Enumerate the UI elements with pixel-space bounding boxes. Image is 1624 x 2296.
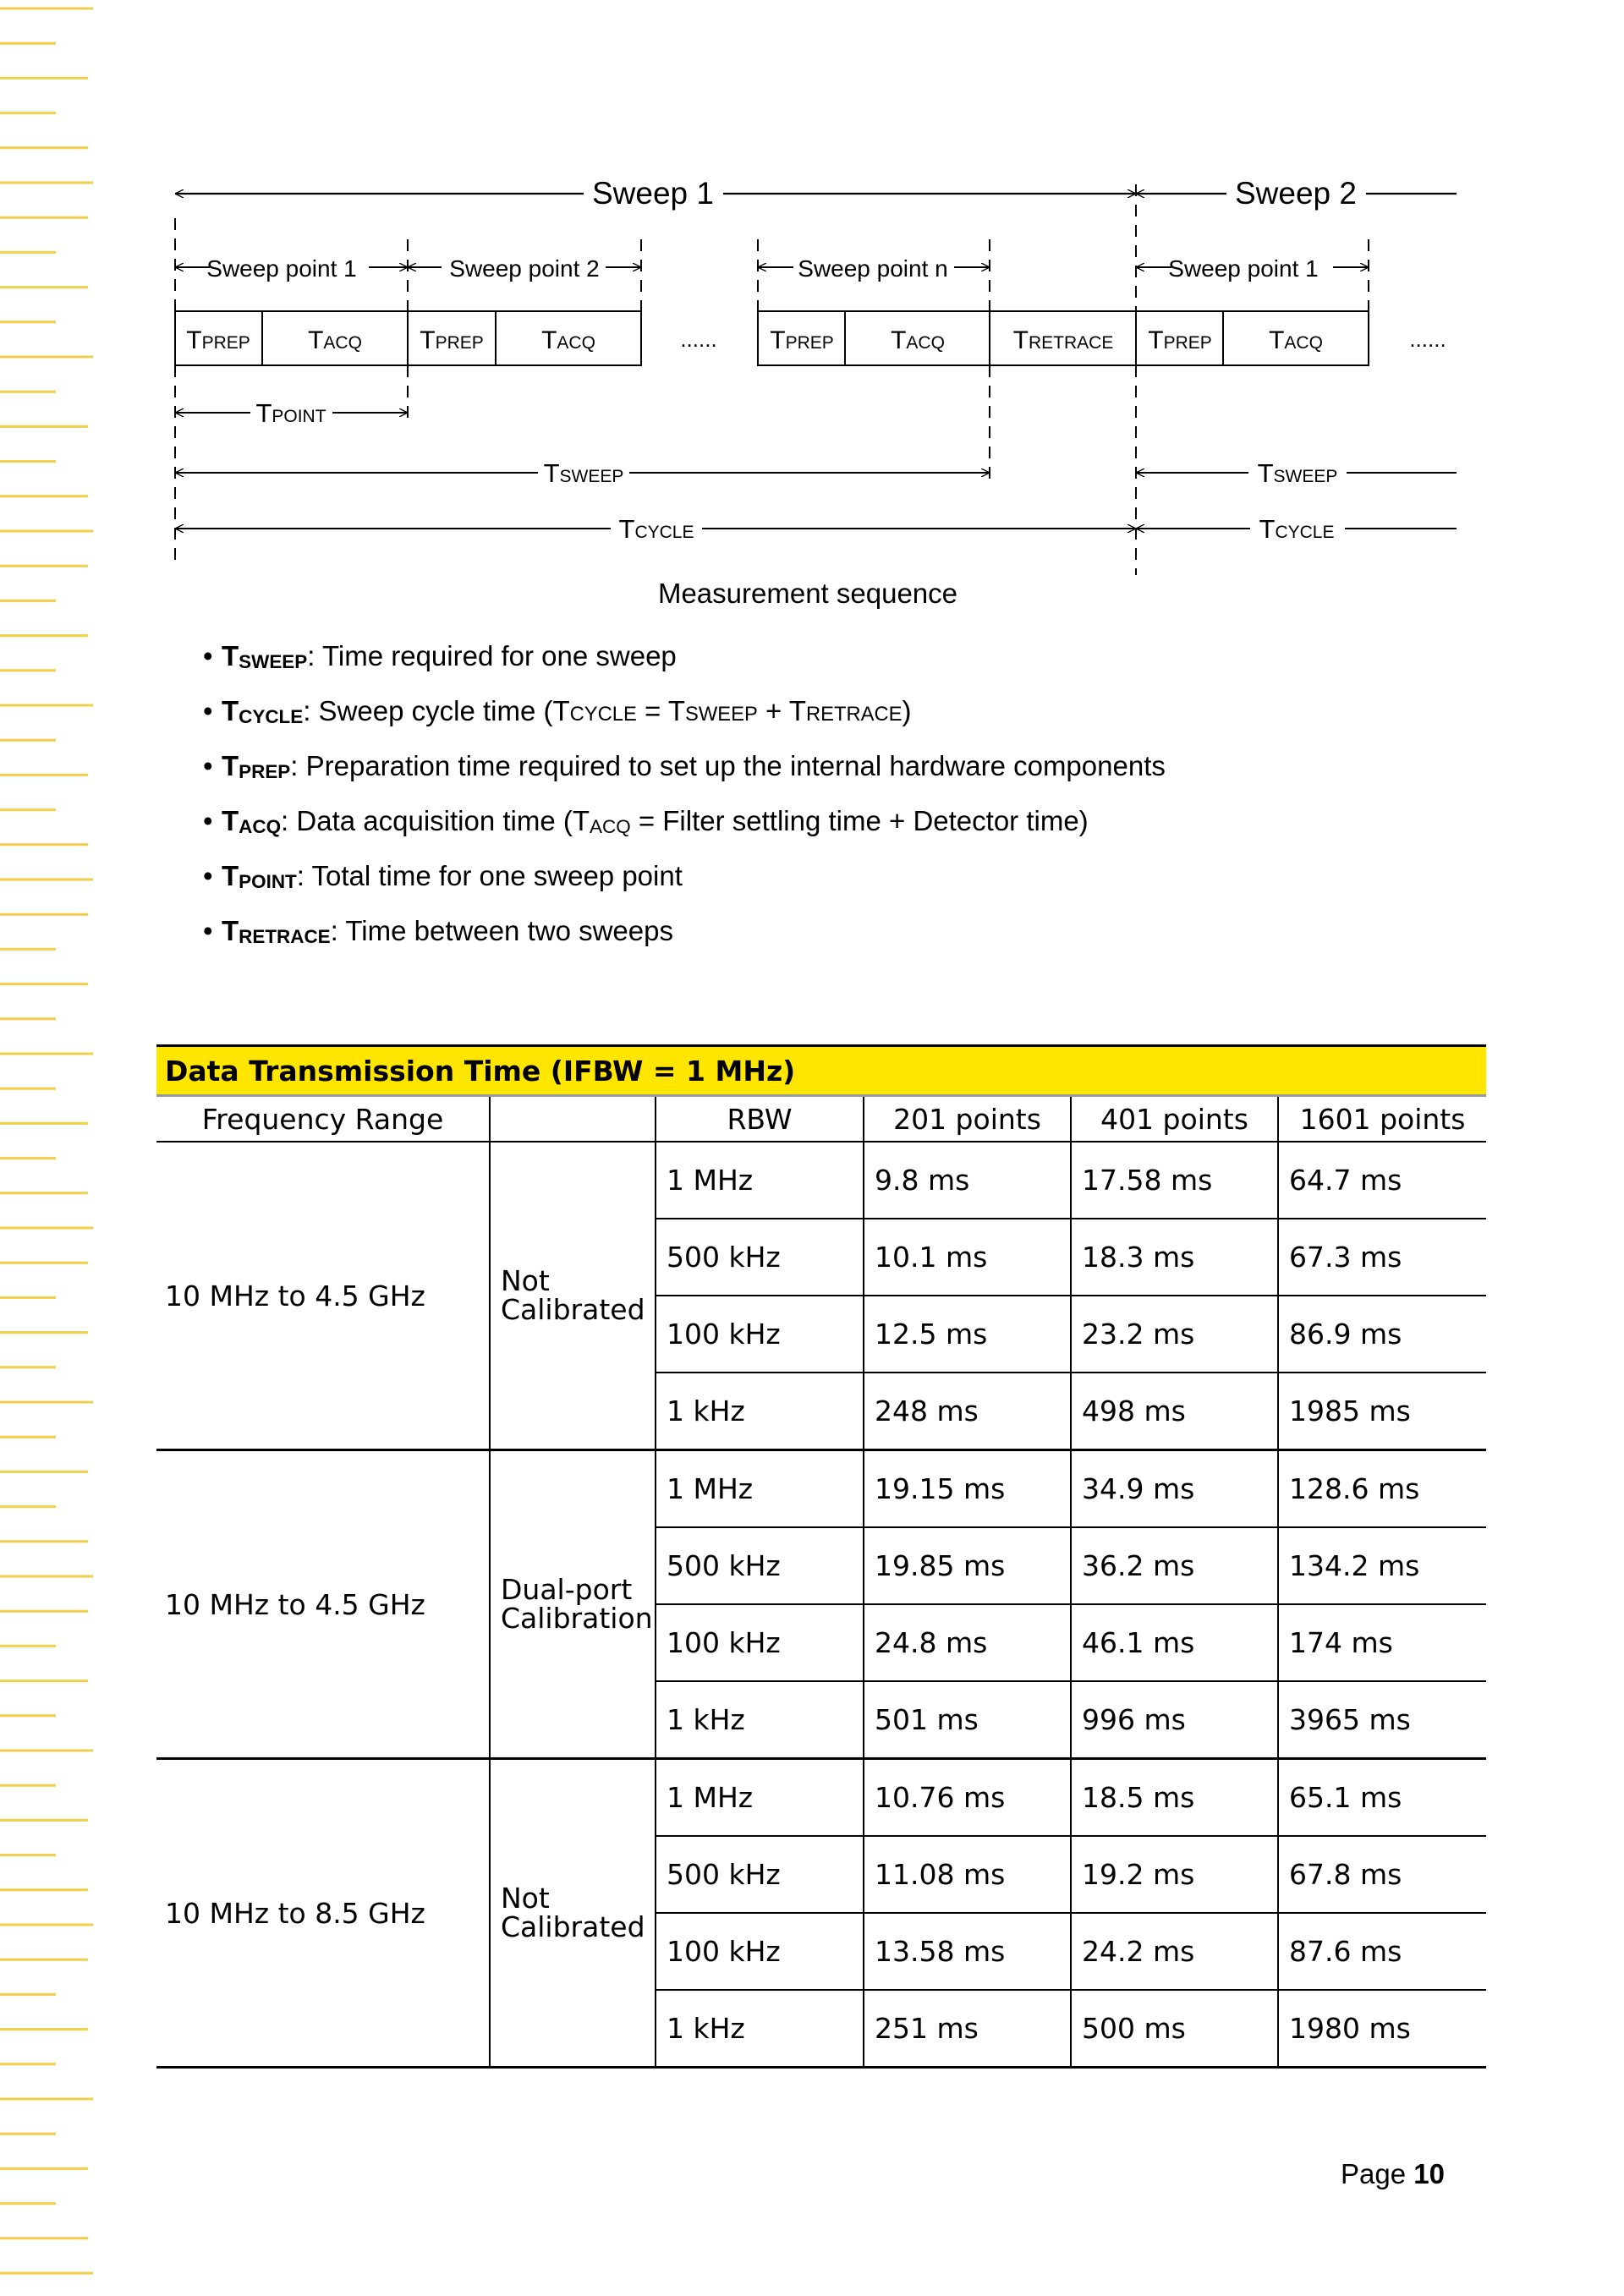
rbw-cell: 500 kHz	[656, 1219, 864, 1296]
rbw-cell: 100 kHz	[656, 1296, 864, 1373]
box-tacq-2: TACQ	[541, 326, 595, 354]
box-tacq-1: TACQ	[308, 326, 362, 354]
value-401-cell: 19.2 ms	[1071, 1836, 1278, 1913]
value-401-cell: 46.1 ms	[1071, 1604, 1278, 1681]
data-transmission-table	[156, 1044, 1486, 2069]
calibration-line-2: Calibrated	[501, 1910, 645, 1943]
sweep2-label: Sweep 2	[1235, 176, 1357, 211]
value-201-cell: 501 ms	[864, 1681, 1071, 1759]
svg-text:TCYCLE: TCYCLE	[1259, 514, 1335, 544]
definition-tprep: • TPREP: Preparation time required to set up the internal hardware components	[203, 750, 1166, 782]
value-401-cell: 34.9 ms	[1071, 1450, 1278, 1528]
tsweep-dimension-2	[1136, 458, 1457, 488]
rbw-cell: 100 kHz	[656, 1913, 864, 1990]
value-401-cell: 17.58 ms	[1071, 1142, 1278, 1219]
value-201-cell: 10.1 ms	[864, 1219, 1071, 1296]
tcycle-dimension-1	[175, 514, 1136, 544]
sweep-point-label-2	[408, 255, 641, 282]
calibration-cell	[490, 1142, 656, 1450]
definition-tacq: • TACQ: Data acquisition time (TACQ = Filter settling time + Detector time)	[203, 805, 1089, 837]
value-1601-cell: 3965 ms	[1278, 1681, 1486, 1759]
diagram-caption: Measurement sequence	[657, 578, 958, 609]
value-1601-cell: 65.1 ms	[1278, 1759, 1486, 1837]
sweep1-label: Sweep 1	[592, 176, 714, 211]
definition-tretrace: • TRETRACE: Time between two sweeps	[203, 915, 673, 947]
header-calibration	[490, 1096, 656, 1143]
value-1601-cell: 134.2 ms	[1278, 1527, 1486, 1604]
sweep-point-label-1b	[1136, 255, 1369, 282]
definition-tcycle: • TCYCLE: Sweep cycle time (TCYCLE = TSWEEP + TRETRACE)	[203, 695, 912, 727]
definition-list	[203, 641, 1472, 971]
calibration-cell	[490, 1450, 656, 1759]
calibration-cell	[490, 1759, 656, 2068]
value-201-cell: 11.08 ms	[864, 1836, 1071, 1913]
value-401-cell: 24.2 ms	[1071, 1913, 1278, 1990]
box-tprep-s2: TPREP	[1148, 326, 1212, 354]
svg-text:Sweep point 1: Sweep point 1	[206, 255, 357, 282]
table-header-row	[156, 1096, 1486, 1143]
rbw-cell: 1 kHz	[656, 1373, 864, 1450]
rbw-cell: 1 MHz	[656, 1759, 864, 1837]
header-rbw: RBW	[656, 1096, 864, 1143]
table-title: Data Transmission Time (IFBW = 1 MHz)	[156, 1046, 1486, 1096]
table-row	[156, 1142, 1486, 1219]
sweep-point-label-1	[175, 255, 408, 282]
calibration-line-1: Dual-port	[501, 1573, 633, 1606]
tpoint-dimension	[175, 398, 408, 428]
sweep-point-label-n	[758, 255, 990, 282]
box-tacq-s2: TACQ	[1269, 326, 1323, 354]
rbw-cell: 100 kHz	[656, 1604, 864, 1681]
dashed-boundaries	[175, 184, 1369, 575]
value-201-cell: 13.58 ms	[864, 1913, 1071, 1990]
svg-text:Sweep point n: Sweep point n	[798, 255, 948, 282]
value-1601-cell: 174 ms	[1278, 1604, 1486, 1681]
value-201-cell: 248 ms	[864, 1373, 1071, 1450]
measurement-sequence-diagram	[0, 0, 1624, 626]
box-tprep-2: TPREP	[420, 326, 484, 354]
value-1601-cell: 67.8 ms	[1278, 1836, 1486, 1913]
header-frequency-range: Frequency Range	[156, 1096, 490, 1143]
header-401-points: 401 points	[1071, 1096, 1278, 1143]
value-401-cell: 36.2 ms	[1071, 1527, 1278, 1604]
page-number: Page 10	[1341, 2158, 1445, 2189]
value-201-cell: 9.8 ms	[864, 1142, 1071, 1219]
ellipsis-2: ......	[1409, 326, 1446, 352]
value-201-cell: 19.85 ms	[864, 1527, 1071, 1604]
svg-text:TCYCLE: TCYCLE	[618, 514, 694, 544]
value-401-cell: 498 ms	[1071, 1373, 1278, 1450]
value-1601-cell: 128.6 ms	[1278, 1450, 1486, 1528]
rbw-cell: 500 kHz	[656, 1836, 864, 1913]
rbw-cell: 1 MHz	[656, 1450, 864, 1528]
header-201-points: 201 points	[864, 1096, 1071, 1143]
value-201-cell: 12.5 ms	[864, 1296, 1071, 1373]
calibration-line-1: Not	[501, 1264, 550, 1297]
value-401-cell: 996 ms	[1071, 1681, 1278, 1759]
frequency-range-cell: 10 MHz to 8.5 GHz	[156, 1759, 490, 2068]
calibration-line-2: Calibrated	[501, 1293, 645, 1326]
value-201-cell: 251 ms	[864, 1990, 1071, 2068]
definition-tpoint: • TPOINT: Total time for one sweep point	[203, 860, 683, 892]
svg-text:TSWEEP: TSWEEP	[1257, 458, 1338, 488]
value-1601-cell: 1980 ms	[1278, 1990, 1486, 2068]
value-1601-cell: 1985 ms	[1278, 1373, 1486, 1450]
box-tretrace: TRETRACE	[1012, 326, 1114, 354]
value-401-cell: 18.5 ms	[1071, 1759, 1278, 1837]
box-tprep-1: TPREP	[186, 326, 250, 354]
value-201-cell: 10.76 ms	[864, 1759, 1071, 1837]
tcycle-dimension-2	[1136, 514, 1457, 544]
frequency-range-cell: 10 MHz to 4.5 GHz	[156, 1450, 490, 1759]
value-1601-cell: 87.6 ms	[1278, 1913, 1486, 1990]
table-body	[156, 1142, 1486, 2068]
rbw-cell: 500 kHz	[656, 1527, 864, 1604]
value-401-cell: 500 ms	[1071, 1990, 1278, 2068]
calibration-line-1: Not	[501, 1882, 550, 1915]
table-row	[156, 1759, 1486, 1837]
rbw-cell: 1 MHz	[656, 1142, 864, 1219]
value-1601-cell: 67.3 ms	[1278, 1219, 1486, 1296]
value-201-cell: 24.8 ms	[864, 1604, 1071, 1681]
value-1601-cell: 64.7 ms	[1278, 1142, 1486, 1219]
value-201-cell: 19.15 ms	[864, 1450, 1071, 1528]
header-1601-points: 1601 points	[1278, 1096, 1486, 1143]
box-tacq-n: TACQ	[891, 326, 945, 354]
tsweep-dimension-1	[175, 458, 990, 488]
frequency-range-cell: 10 MHz to 4.5 GHz	[156, 1142, 490, 1450]
svg-text:TSWEEP: TSWEEP	[543, 458, 624, 488]
svg-text:Sweep point 2: Sweep point 2	[449, 255, 600, 282]
svg-text:Sweep point 1: Sweep point 1	[1168, 255, 1319, 282]
calibration-line-2: Calibration	[501, 1602, 653, 1635]
rbw-cell: 1 kHz	[656, 1681, 864, 1759]
value-401-cell: 23.2 ms	[1071, 1296, 1278, 1373]
value-1601-cell: 86.9 ms	[1278, 1296, 1486, 1373]
box-tprep-n: TPREP	[770, 326, 834, 354]
ellipsis-1: ......	[680, 326, 717, 352]
value-401-cell: 18.3 ms	[1071, 1219, 1278, 1296]
rbw-cell: 1 kHz	[656, 1990, 864, 2068]
table-row	[156, 1450, 1486, 1528]
definition-tsweep: • TSWEEP: Time required for one sweep	[203, 640, 677, 672]
svg-text:TPOINT: TPOINT	[255, 398, 326, 428]
